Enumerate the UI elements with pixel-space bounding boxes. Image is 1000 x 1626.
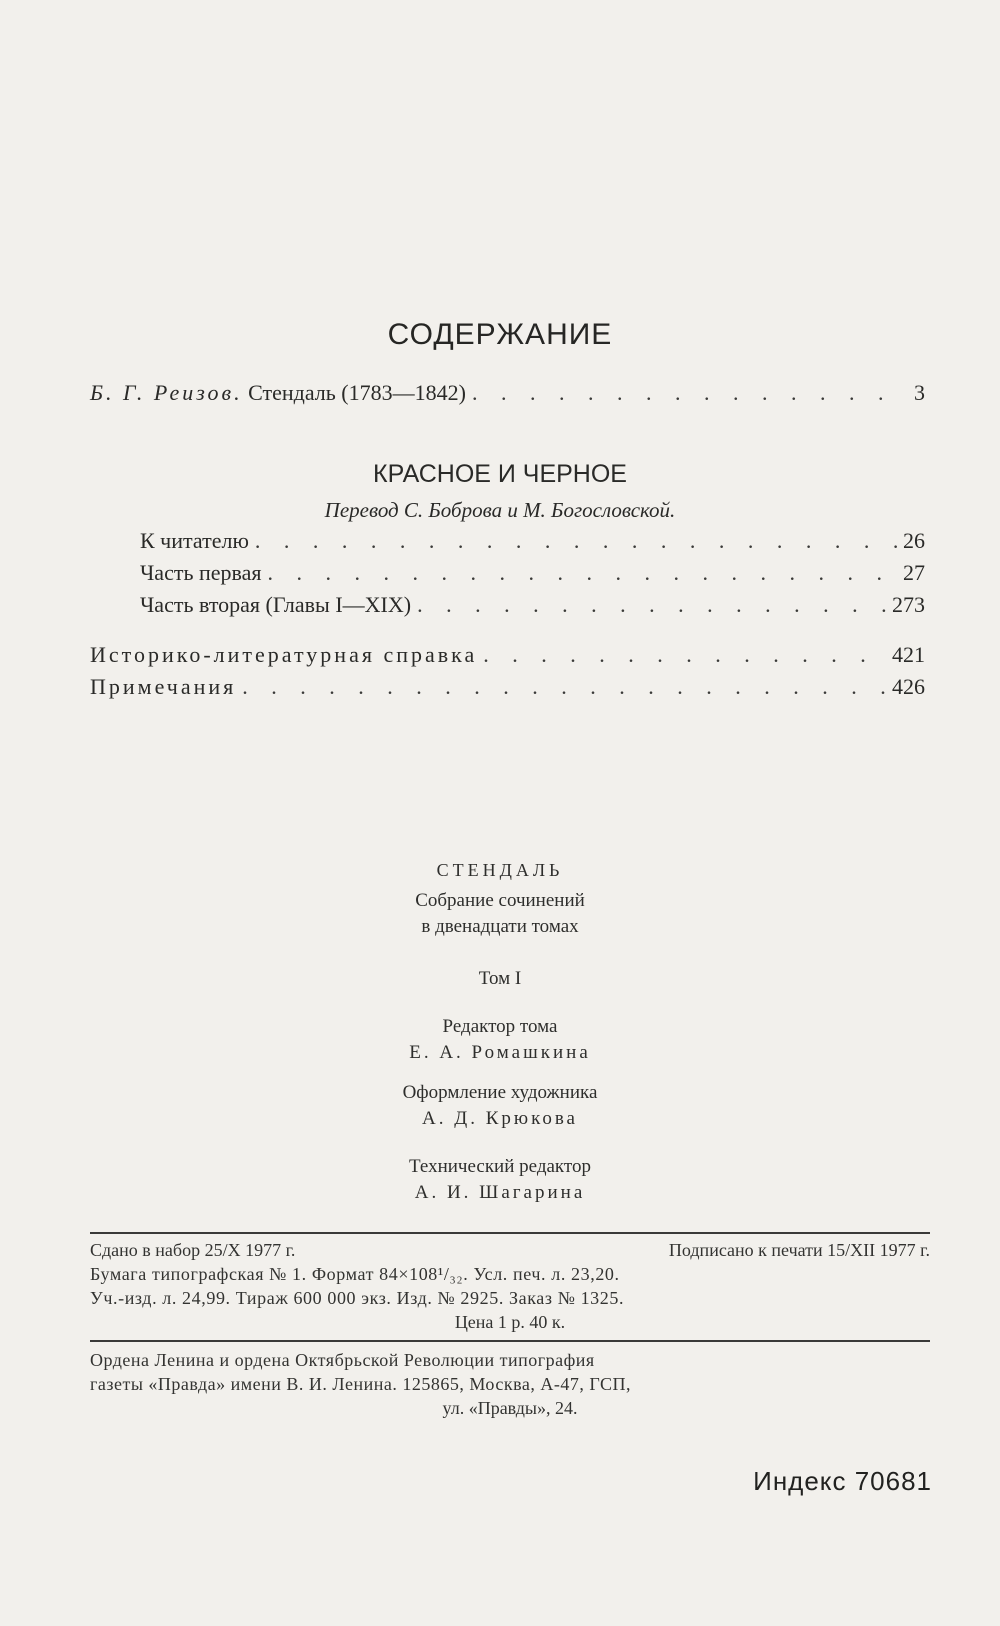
translation-credit: Перевод С. Боброва и М. Богословской. — [324, 498, 676, 522]
toc-entry — [90, 674, 925, 700]
toc-entry-title: Часть первая — [140, 560, 262, 585]
printer-line-3: ул. «Правды», 24. — [442, 1398, 578, 1418]
toc-page-number: 426 — [892, 674, 925, 699]
toc-entry-title: Часть вторая (Главы I—XIX) — [140, 592, 412, 617]
tech-editor-name: А. И. Шагарина — [414, 1182, 586, 1203]
toc-entry-intro — [90, 380, 925, 406]
tech-editor-label: Технический редактор — [409, 1156, 591, 1177]
imprint-price: Цена 1 р. 40 к. — [454, 1312, 566, 1332]
toc-page-number: 273 — [892, 592, 925, 617]
toc-leader-dots — [268, 560, 898, 586]
toc-entry-title: Примечания — [90, 674, 237, 699]
toc-leader-dots — [483, 642, 886, 668]
toc-entry-title: К читателю — [140, 528, 249, 553]
toc-entry-title — [90, 380, 466, 406]
printer-line-2: газеты «Правда» имени В. И. Ленина. 125865, Москва, А-47, ГСП, — [90, 1374, 632, 1394]
volume-editor-name: Е. А. Ромашкина — [409, 1042, 591, 1063]
designer-name: А. Д. Крюкова — [422, 1108, 578, 1129]
printer-line-1: Ордена Ленина и ордена Октябрьской Революции типография — [90, 1350, 595, 1370]
toc-page-number: 3 — [914, 380, 925, 405]
imprint-line-1 — [90, 1240, 930, 1261]
toc-leader-dots — [472, 380, 908, 406]
toc-page-number: 421 — [892, 642, 925, 667]
contents-heading: СОДЕРЖАНИЕ — [387, 318, 613, 351]
work-title: КРАСНОЕ И ЧЕРНОЕ — [373, 460, 627, 488]
imprint-bottom-rule — [90, 1340, 930, 1342]
intro-title: Стендаль (1783—1842) — [248, 380, 466, 405]
toc-leader-dots — [417, 592, 886, 618]
imprint-signed-date: Подписано к печати 15/XII 1977 г. — [668, 1240, 930, 1260]
toc-page-number: 27 — [903, 560, 925, 585]
volume-editor-label: Редактор тома — [442, 1016, 558, 1037]
toc-entry — [90, 642, 925, 668]
toc-page-number: 26 — [903, 528, 925, 553]
toc-leader-dots — [242, 674, 886, 700]
toc-entry — [140, 592, 925, 618]
design-label: Оформление художника — [402, 1082, 598, 1103]
imprint-top-rule — [90, 1232, 930, 1234]
colophon-author: СТЕНДАЛЬ — [436, 860, 564, 880]
imprint-line-3: Уч.-изд. л. 24,99. Тираж 600 000 экз. Изд. № 2925. Заказ № 1325. — [90, 1288, 625, 1308]
catalog-index: Индекс 70681 — [753, 1466, 932, 1496]
intro-author: Б. Г. Реизов. — [90, 380, 243, 405]
imprint-typeset-date: Сдано в набор 25/X 1977 г. — [90, 1240, 296, 1260]
colophon-collection-line2: в двенадцати томах — [421, 916, 579, 937]
toc-entry — [140, 528, 925, 554]
imprint-line-2: Бумага типографская № 1. Формат 84×108¹/₃₂. Усл. печ. л. 23,20. — [90, 1264, 620, 1284]
toc-entry-title: Историко-литературная справка — [90, 642, 478, 667]
colophon-volume: Том I — [478, 968, 522, 989]
toc-leader-dots — [255, 528, 897, 554]
toc-entry — [140, 560, 925, 586]
colophon-collection-line1: Собрание сочинений — [415, 890, 585, 911]
